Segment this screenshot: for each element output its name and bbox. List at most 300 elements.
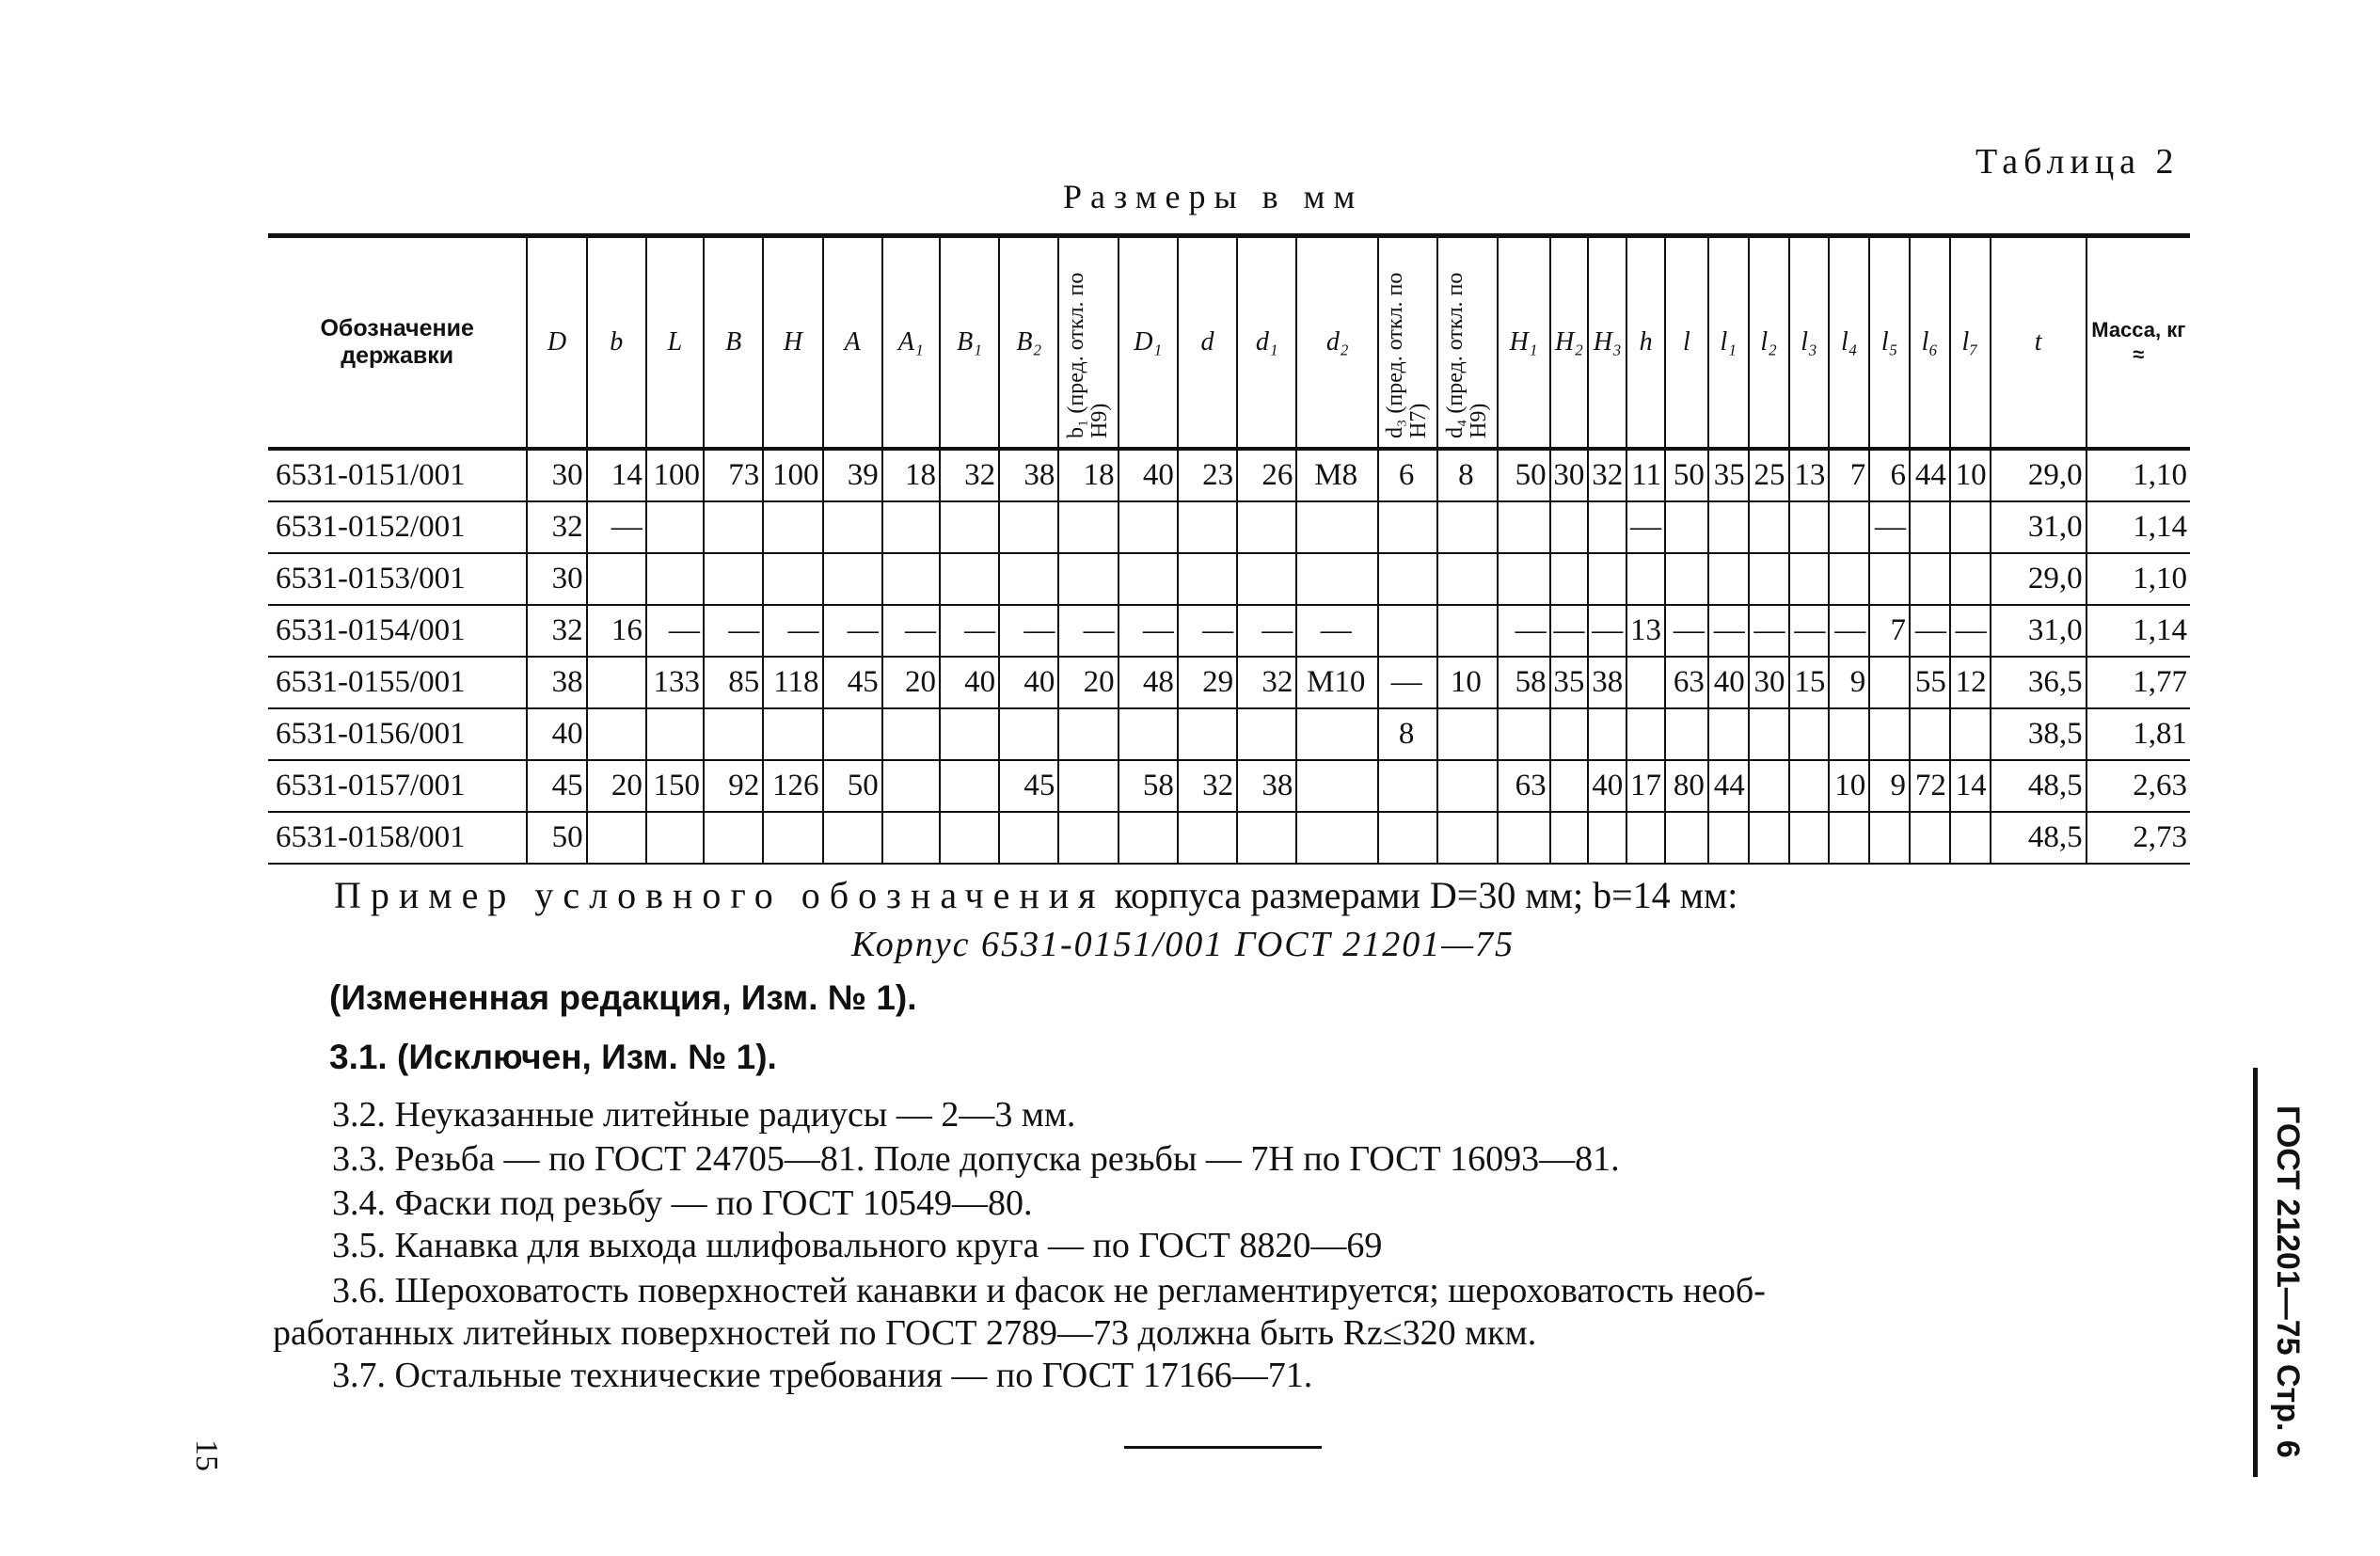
cell-D1 [1119,708,1178,760]
cell-t: 31,0 [1991,501,2086,553]
cell-H3: — [1588,605,1626,657]
cell-d4 [1437,760,1497,812]
cell-l7: — [1950,605,1991,657]
cell-l5 [1869,553,1910,605]
cell-l7 [1950,812,1991,864]
col-mass: Масса, кг ≈ [2086,236,2190,450]
cell-L: 150 [646,760,704,812]
paragraph-3-6-continued: работанных литейных поверхностей по ГОСТ 2789—73 должна быть Rz≤320 мкм. [273,1313,1537,1353]
cell-b1: 18 [1058,449,1118,501]
cell-l1 [1708,708,1749,760]
cell-b: 20 [587,760,646,812]
cell-d1 [1237,553,1296,605]
cell-l [1665,812,1708,864]
cell-l4: 9 [1829,657,1869,708]
paragraph-3-3: 3.3. Резьба — по ГОСТ 24705—81. Поле допуска резьбы — 7Н по ГОСТ 16093—81. [332,1139,1620,1179]
cell-l4 [1829,501,1869,553]
cell-B: 92 [704,760,763,812]
col-designation: Обозначение державки [268,236,527,450]
cell-L: 100 [646,449,704,501]
cell-d1 [1237,708,1296,760]
cell-l2 [1749,812,1789,864]
cell-B2: 38 [999,449,1058,501]
cell-B1 [940,501,999,553]
cell-l1: 44 [1708,760,1749,812]
cell-l1: — [1708,605,1749,657]
cell-d3 [1378,553,1437,605]
col-d4 [1437,236,1497,450]
cell-d3: — [1378,657,1437,708]
col-H2: H₂ [1550,236,1589,450]
cell-B2 [999,501,1058,553]
col-h: h [1626,236,1665,450]
cell-mass: 2,63 [2086,760,2190,812]
cell-b1 [1058,812,1118,864]
cell-l1 [1708,501,1749,553]
cell-A1: 20 [882,657,940,708]
col-b1-label: b₁ (пред. откл. по H9) [1063,272,1113,438]
cell-B1: 40 [940,657,999,708]
paragraph-3-1: 3.1. (Исключен, Изм. № 1). [329,1038,777,1076]
cell-D1 [1119,812,1178,864]
cell-l5 [1869,657,1910,708]
col-H1: H₁ [1498,236,1550,450]
cell-h [1626,812,1665,864]
cell-H1: — [1498,605,1550,657]
cell-l6 [1910,553,1950,605]
cell-A1 [882,501,940,553]
cell-l4: 7 [1829,449,1869,501]
cell-d3: 6 [1378,449,1437,501]
cell-l6: 72 [1910,760,1950,812]
col-B2: B₂ [999,236,1058,450]
cell-d [1178,501,1237,553]
cell-l2 [1749,708,1789,760]
cell-A: — [823,605,882,657]
table-row [268,501,2190,553]
cell-H [763,553,822,605]
cell-D1: 48 [1119,657,1178,708]
table-row [268,760,2190,812]
cell-t: 38,5 [1991,708,2086,760]
cell-t: 31,0 [1991,605,2086,657]
cell-b [587,812,646,864]
cell-t: 36,5 [1991,657,2086,708]
paragraph-3-7: 3.7. Остальные технические требования — по ГОСТ 17166—71. [332,1356,1313,1395]
cell-l: — [1665,605,1708,657]
cell-designation: 6531-0157/001 [268,760,527,812]
cell-H3 [1588,708,1626,760]
cell-mass: 1,10 [2086,553,2190,605]
cell-t: 29,0 [1991,553,2086,605]
cell-t: 29,0 [1991,449,2086,501]
col-A1: A₁ [882,236,940,450]
col-d3-label: d₃ (пред. откл. по H7) [1383,272,1432,438]
cell-l5 [1869,812,1910,864]
cell-L: — [646,605,704,657]
cell-d: 29 [1178,657,1237,708]
cell-D1: — [1119,605,1178,657]
cell-l4 [1829,553,1869,605]
cell-l7 [1950,708,1991,760]
table-row [268,449,2190,501]
cell-h: 11 [1626,449,1665,501]
cell-l1 [1708,553,1749,605]
cell-d1 [1237,812,1296,864]
cell-mass: 2,73 [2086,812,2190,864]
cell-l4: 10 [1829,760,1869,812]
cell-D: 30 [527,553,586,605]
cell-B [704,501,763,553]
paragraph-3-6: 3.6. Шероховатость поверхностей канавки и фасок не регламентируется; шероховатость необ- [332,1271,1766,1310]
cell-b [587,553,646,605]
cell-l5: — [1869,501,1910,553]
cell-B1 [940,708,999,760]
cell-H3: 40 [1588,760,1626,812]
col-b1 [1058,236,1118,450]
cell-B1 [940,553,999,605]
cell-l [1665,553,1708,605]
cell-l2: — [1749,605,1789,657]
cell-d2 [1296,501,1378,553]
cell-H3: 32 [1588,449,1626,501]
cell-d4 [1437,553,1497,605]
col-D1: D₁ [1119,236,1178,450]
cell-mass: 1,14 [2086,501,2190,553]
cell-d1: 32 [1237,657,1296,708]
cell-d3: 8 [1378,708,1437,760]
table-row [268,605,2190,657]
cell-H [763,501,822,553]
cell-b [587,657,646,708]
cell-D: 38 [527,657,586,708]
table-row [268,708,2190,760]
cell-l [1665,501,1708,553]
cell-d [1178,553,1237,605]
cell-L [646,708,704,760]
col-d3 [1378,236,1437,450]
paragraph-3-2: 3.2. Неуказанные литейные радиусы — 2—3 мм. [332,1095,1076,1135]
cell-l: 50 [1665,449,1708,501]
cell-l6: — [1910,605,1950,657]
cell-l6 [1910,501,1950,553]
cell-A [823,553,882,605]
cell-L: 133 [646,657,704,708]
cell-H2: 30 [1550,449,1589,501]
cell-l2 [1749,760,1789,812]
cell-D: 32 [527,501,586,553]
cell-H [763,708,822,760]
cell-l: 80 [1665,760,1708,812]
cell-d1 [1237,501,1296,553]
cell-d1: — [1237,605,1296,657]
cell-designation: 6531-0151/001 [268,449,527,501]
cell-d [1178,708,1237,760]
units-caption: Размеры в мм [1063,178,1364,215]
cell-l7: 10 [1950,449,1991,501]
cell-H1 [1498,708,1550,760]
cell-b1 [1058,501,1118,553]
cell-B1: — [940,605,999,657]
cell-l5: 6 [1869,449,1910,501]
cell-B1 [940,760,999,812]
cell-h: 13 [1626,605,1665,657]
cell-L [646,501,704,553]
cell-l3 [1789,760,1830,812]
col-l5: l₅ [1869,236,1910,450]
cell-l3: 15 [1789,657,1830,708]
cell-L [646,812,704,864]
cell-d2 [1296,760,1378,812]
cell-l5: 7 [1869,605,1910,657]
cell-l2 [1749,501,1789,553]
paragraph-3-5: 3.5. Канавка для выхода шлифовального круга — по ГОСТ 8820—69 [332,1226,1383,1265]
cell-d4: 8 [1437,449,1497,501]
cell-l4 [1829,708,1869,760]
cell-l2: 25 [1749,449,1789,501]
cell-A1 [882,708,940,760]
cell-d2 [1296,812,1378,864]
cell-H3 [1588,812,1626,864]
cell-d3 [1378,760,1437,812]
cell-A: 45 [823,657,882,708]
col-d4-label: d₄ (пред. откл. по H9) [1442,272,1491,438]
cell-B1: 32 [940,449,999,501]
cell-l6: 55 [1910,657,1950,708]
cell-l7 [1950,553,1991,605]
cell-H1 [1498,812,1550,864]
cell-l7: 12 [1950,657,1991,708]
col-A: A [823,236,882,450]
cell-d3 [1378,501,1437,553]
cell-H2 [1550,553,1589,605]
cell-B: — [704,605,763,657]
cell-d2: M10 [1296,657,1378,708]
col-l2: l₂ [1749,236,1789,450]
col-l4: l₄ [1829,236,1869,450]
cell-l: 63 [1665,657,1708,708]
cell-H: 100 [763,449,822,501]
cell-d4 [1437,605,1497,657]
cell-designation: 6531-0152/001 [268,501,527,553]
cell-t: 48,5 [1991,760,2086,812]
cell-H2 [1550,812,1589,864]
cell-l1: 35 [1708,449,1749,501]
cell-b: 16 [587,605,646,657]
col-B1: B₁ [940,236,999,450]
cell-l3 [1789,553,1830,605]
cell-D: 45 [527,760,586,812]
cell-D1: 40 [1119,449,1178,501]
cell-H2 [1550,708,1589,760]
col-l3: l₃ [1789,236,1830,450]
cell-h: — [1626,501,1665,553]
cell-A1 [882,553,940,605]
side-bar [2253,1068,2258,1477]
cell-H: 118 [763,657,822,708]
cell-b1: 20 [1058,657,1118,708]
col-d1: d₁ [1237,236,1296,450]
cell-d4 [1437,812,1497,864]
cell-l7 [1950,501,1991,553]
cell-d [1178,812,1237,864]
cell-l3 [1789,812,1830,864]
cell-d3 [1378,605,1437,657]
cell-d1: 38 [1237,760,1296,812]
cell-D: 32 [527,605,586,657]
cell-H2: 35 [1550,657,1589,708]
cell-d2 [1296,708,1378,760]
example-rest: корпуса размерами D=30 мм; b=14 мм: [1114,874,1738,916]
example-line [334,873,1737,917]
cell-l6 [1910,812,1950,864]
cell-l6: 44 [1910,449,1950,501]
cell-mass: 1,14 [2086,605,2190,657]
cell-d2: — [1296,605,1378,657]
cell-H: — [763,605,822,657]
page-number: 15 [189,1439,224,1471]
cell-D1 [1119,553,1178,605]
col-t: t [1991,236,2086,450]
cell-A [823,812,882,864]
cell-t: 48,5 [1991,812,2086,864]
cell-b: — [587,501,646,553]
cell-b1 [1058,760,1118,812]
cell-H3: 38 [1588,657,1626,708]
col-D: D [527,236,586,450]
table-row [268,812,2190,864]
cell-l3: — [1789,605,1830,657]
cell-d: 32 [1178,760,1237,812]
cell-B: 85 [704,657,763,708]
cell-b1: — [1058,605,1118,657]
table-body [268,449,2190,864]
cell-H3 [1588,553,1626,605]
cell-l2: 30 [1749,657,1789,708]
col-d: d [1178,236,1237,450]
cell-H2: — [1550,605,1589,657]
cell-H1: 63 [1498,760,1550,812]
cell-A1 [882,760,940,812]
cell-l3: 13 [1789,449,1830,501]
cell-d2: M8 [1296,449,1378,501]
cell-h [1626,708,1665,760]
cell-l7: 14 [1950,760,1991,812]
cell-B2 [999,553,1058,605]
cell-h: 17 [1626,760,1665,812]
example-designation: Корпус 6531-0151/001 ГОСТ 21201—75 [851,925,1515,964]
cell-H [763,812,822,864]
cell-l5: 9 [1869,760,1910,812]
cell-A: 50 [823,760,882,812]
cell-B [704,812,763,864]
col-l6: l₆ [1910,236,1950,450]
cell-l3 [1789,501,1830,553]
table-row [268,553,2190,605]
cell-d4: 10 [1437,657,1497,708]
cell-H1: 50 [1498,449,1550,501]
cell-B2 [999,708,1058,760]
cell-A1: 18 [882,449,940,501]
cell-H1: 58 [1498,657,1550,708]
cell-A [823,708,882,760]
col-b: b [587,236,646,450]
cell-b1 [1058,708,1118,760]
cell-D1: 58 [1119,760,1178,812]
cell-A [823,501,882,553]
cell-d2 [1296,553,1378,605]
cell-b: 14 [587,449,646,501]
cell-A1 [882,812,940,864]
cell-A: 39 [823,449,882,501]
cell-B2: 40 [999,657,1058,708]
cell-d1: 26 [1237,449,1296,501]
table-title: Таблица 2 [1975,142,2180,182]
cell-b1 [1058,553,1118,605]
cell-designation: 6531-0158/001 [268,812,527,864]
cell-B [704,553,763,605]
cell-D1 [1119,501,1178,553]
cell-d: — [1178,605,1237,657]
cell-mass: 1,77 [2086,657,2190,708]
cell-designation: 6531-0153/001 [268,553,527,605]
col-L: L [646,236,704,450]
cell-l3 [1789,708,1830,760]
dimensions-table [268,233,2190,865]
revised-note: (Измененная редакция, Изм. № 1). [329,978,917,1017]
cell-l1: 40 [1708,657,1749,708]
cell-l [1665,708,1708,760]
col-l7: l₇ [1950,236,1991,450]
cell-l4: — [1829,605,1869,657]
col-H: H [763,236,822,450]
cell-B2 [999,812,1058,864]
table-header-row [268,236,2190,450]
cell-d3 [1378,812,1437,864]
cell-H2 [1550,760,1589,812]
cell-l5 [1869,708,1910,760]
cell-d4 [1437,501,1497,553]
cell-B2: — [999,605,1058,657]
cell-l2 [1749,553,1789,605]
cell-l6 [1910,708,1950,760]
cell-mass: 1,10 [2086,449,2190,501]
cell-D: 30 [527,449,586,501]
paragraph-3-4: 3.4. Фаски под резьбу — по ГОСТ 10549—80. [332,1183,1033,1223]
cell-l4 [1829,812,1869,864]
col-H3: H₃ [1588,236,1626,450]
cell-B: 73 [704,449,763,501]
cell-L [646,553,704,605]
cell-H: 126 [763,760,822,812]
cell-designation: 6531-0156/001 [268,708,527,760]
example-lead: Пример условного обозначения [334,874,1105,916]
divider [1124,1446,1322,1449]
cell-designation: 6531-0154/001 [268,605,527,657]
col-B: B [704,236,763,450]
cell-d: 23 [1178,449,1237,501]
cell-A1: — [882,605,940,657]
cell-h [1626,553,1665,605]
cell-B1 [940,812,999,864]
cell-B2: 45 [999,760,1058,812]
cell-D: 40 [527,708,586,760]
col-l1: l₁ [1708,236,1749,450]
col-l: l [1665,236,1708,450]
cell-mass: 1,81 [2086,708,2190,760]
cell-H1 [1498,501,1550,553]
cell-h [1626,657,1665,708]
